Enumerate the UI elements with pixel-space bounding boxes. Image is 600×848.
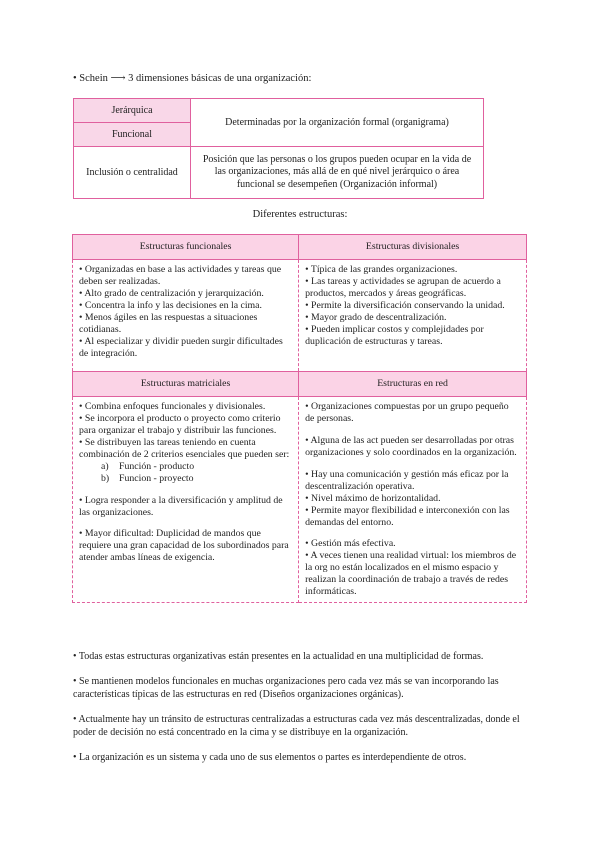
list-item: • Se incorpora el producto o proyecto como criterio para organizar el trabajo y distribuir las funciones. <box>79 412 281 436</box>
sub-item: a) Función - producto <box>101 460 195 472</box>
list-item: • Permite mayor flexibilidad e interconexión con las demandas del entorno. <box>305 504 510 528</box>
list-item: • Concentra la info y las decisiones en la cima. <box>79 299 262 311</box>
list-item: • Logra responder a la diversificación y amplitud de las organizaciones. <box>79 494 283 518</box>
list-item: • Menos ágiles en las respuestas a situaciones cotidianas. <box>79 311 258 335</box>
note-paragraph: • Actualmente hay un tránsito de estructuras centralizadas a estructuras cada vez más descentralizadas, donde el poder de decisión no está concentrado en la cima y se distribuye en la organización. <box>73 713 520 738</box>
list-item: • Alto grado de centralización y jerarquización. <box>79 287 264 299</box>
header-divisionales: Estructuras divisionales <box>299 235 527 260</box>
list-item: • Organizaciones compuestas por un grupo pequeño de personas. <box>305 401 509 424</box>
intro-line: • Schein ⟶ 3 dimensiones básicas de una organización: <box>73 73 312 84</box>
list-item: • Típica de las grandes organizaciones. <box>305 264 458 275</box>
closing-notes <box>73 650 533 775</box>
dimension-inclusion: Inclusión o centralidad <box>74 147 191 199</box>
list-item: • Combina enfoques funcionales y divisionales. <box>79 401 266 412</box>
sub-item: b) Funcion - proyecto <box>101 472 194 484</box>
note-paragraph: • La organización es un sistema y cada uno de sus elementos o partes es interdependiente de otros. <box>73 751 467 763</box>
list-item: • Pueden implicar costos y complejidades por duplicación de estructuras y tareas. <box>305 323 484 347</box>
cell-divisionales <box>299 260 527 372</box>
list-item: • Al especializar y dividir pueden surgir dificultades de integración. <box>79 335 283 359</box>
list-item: • A veces tienen una realidad virtual: los miembros de la org no están localizados en el mismo espacio y realizan la coordinación de trabajo a través de redes informáticas. <box>305 550 517 598</box>
note-paragraph: • Se mantienen modelos funcionales en muchas organizaciones pero cada vez más se van incorporando las características típicas de las estructuras en red (Diseños organizaciones orgánicas). <box>73 675 499 700</box>
list-item: • Permite la diversificación conservando la unidad. <box>305 299 505 311</box>
structures-grid <box>72 234 527 603</box>
dimension-formal-desc: Determinadas por la organización formal (organigrama) <box>191 99 484 147</box>
section-subtitle: Diferentes estructuras: <box>252 209 348 220</box>
cell-red <box>299 397 527 603</box>
list-item: • Mayor dificultad: Duplicidad de mandos que requiere una gran capacidad de los subordinados para atender ambas líneas de exigencia. <box>79 528 289 564</box>
dimension-funcional: Funcional <box>74 123 191 147</box>
list-item: • Se distribuyen las tareas teniendo en cuenta combinación de 2 criterios esenciales que pueden ser: <box>79 436 290 460</box>
dimensions-table <box>73 98 484 199</box>
header-funcionales: Estructuras funcionales <box>73 235 299 260</box>
list-item: • Hay una comunicación y gestión más eficaz por la descentralización operativa. <box>305 468 509 492</box>
dimension-jerarquica: Jerárquica <box>74 99 191 123</box>
dimension-inclusion-desc: Posición que las personas o los grupos pueden ocupar en la vida de las organizaciones, más allá de en qué nivel jerárquico o área funcional se desempeñen (Organización informal) <box>191 147 484 199</box>
list-item: • Nivel máximo de horizontalidad. <box>305 492 441 504</box>
list-item: • Organizadas en base a las actividades y tareas que deben ser realizadas. <box>79 264 282 287</box>
list-item: • Las tareas y actividades se agrupan de acuerdo a productos, mercados y áreas geográficas. <box>305 275 501 299</box>
list-item: • Gestión más efectiva. <box>305 538 396 550</box>
header-red: Estructuras en red <box>299 372 527 397</box>
cell-matriciales <box>73 397 299 603</box>
cell-funcionales <box>73 260 299 372</box>
note-paragraph: • Todas estas estructuras organizativas están presentes en la actualidad en una multiplicidad de formas. <box>73 651 484 662</box>
list-item: • Mayor grado de descentralización. <box>305 311 447 323</box>
list-item: • Alguna de las act pueden ser desarrolladas por otras organizaciones y solo coordinados en la organización. <box>305 434 517 458</box>
header-matriciales: Estructuras matriciales <box>73 372 299 397</box>
